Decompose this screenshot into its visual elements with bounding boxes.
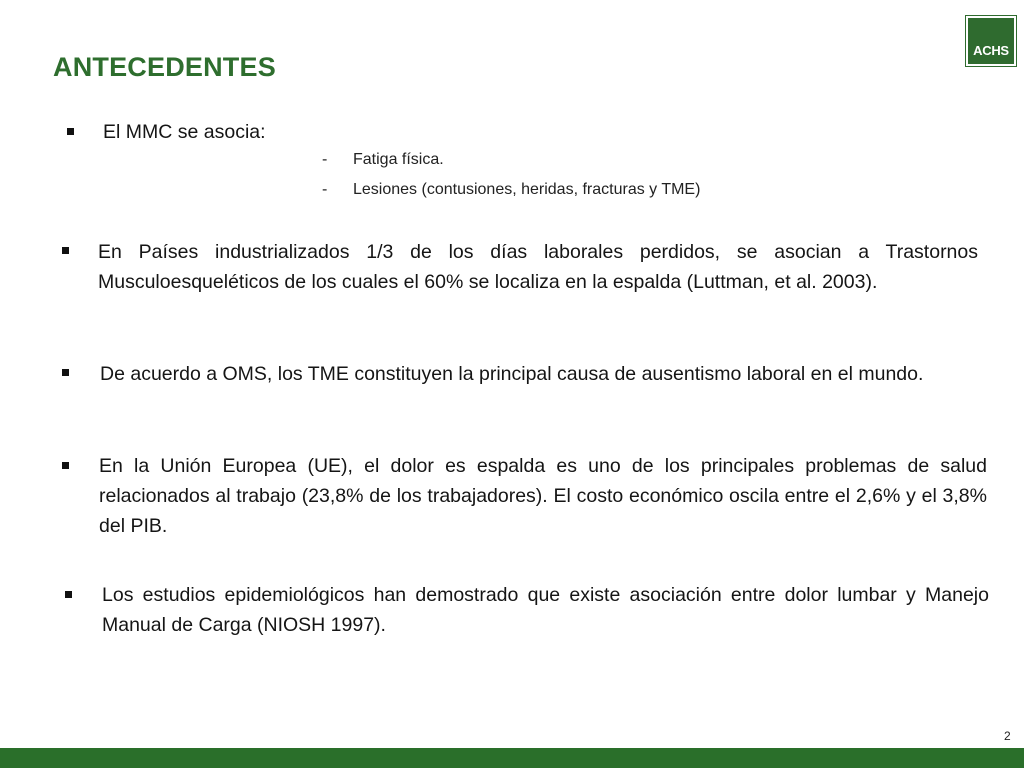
bullet-square-icon	[65, 591, 72, 598]
bullet-square-icon	[62, 369, 69, 376]
sub-item-fatiga	[322, 151, 444, 169]
sub-item-text: Fatiga física.	[353, 151, 444, 168]
bullet-text-ue: En la Unión Europea (UE), el dolor es espalda es uno de los principales problemas de salud relacionados al trabajo (23,8% de los trabajadores). El costo económico oscila entre el 2,6% y el 3,8% del PIB.	[99, 455, 987, 537]
sub-item-text: Lesiones (contusiones, heridas, fracturas y TME)	[353, 181, 701, 198]
achs-logo	[966, 16, 1016, 66]
bullet-square-icon	[62, 247, 69, 254]
bullet-text-estudios: Los estudios epidemiológicos han demostrado que existe asociación entre dolor lumbar y Manejo Manual de Carga (NIOSH 1997).	[102, 584, 989, 636]
dash-marker: -	[322, 151, 328, 168]
logo-text: ACHS	[973, 43, 1009, 58]
bullet-text-paises: En Países industrializados 1/3 de los días laborales perdidos, se asocian a Trastornos Musculoesqueléticos de los cuales el 60% se localiza en la espalda (Luttman, et al. 2003).	[98, 241, 978, 293]
bullet-square-icon	[62, 462, 69, 469]
bullet-text-mmc: El MMC se asocia:	[103, 121, 266, 143]
bullet-square-icon	[67, 128, 74, 135]
slide-title: ANTECEDENTES	[53, 52, 276, 82]
footer-bar	[0, 748, 1024, 768]
bullet-text-oms: De acuerdo a OMS, los TME constituyen la principal causa de ausentismo laboral en el mundo.	[100, 363, 924, 385]
sub-item-lesiones	[322, 181, 700, 199]
page-number: 2	[1004, 729, 1011, 743]
dash-marker: -	[322, 181, 328, 198]
